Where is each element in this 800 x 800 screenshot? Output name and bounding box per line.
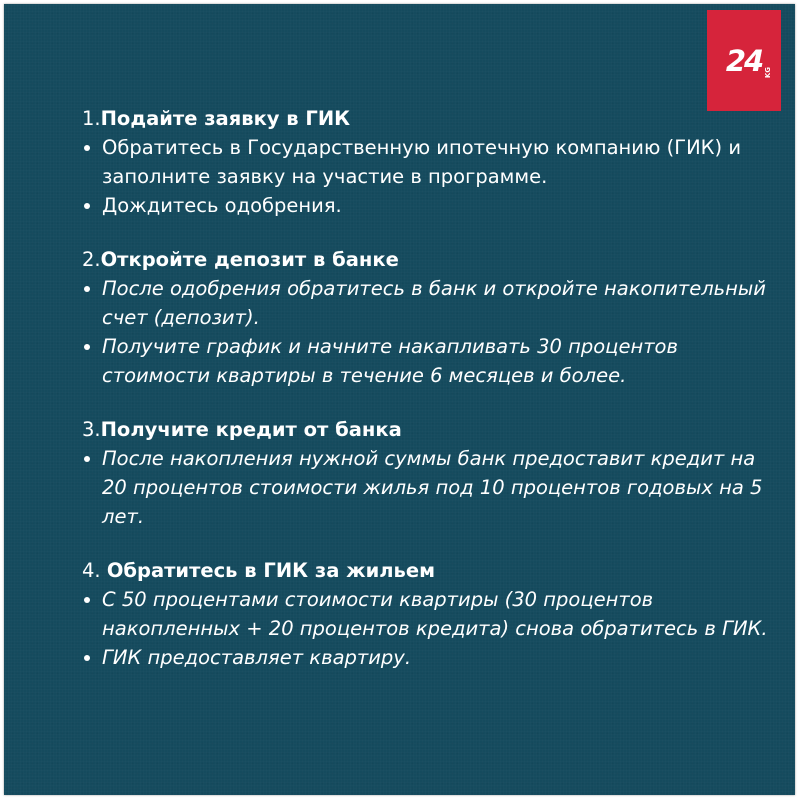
step-title: Получите кредит от банка <box>100 418 402 441</box>
step-1 <box>82 104 782 220</box>
info-card <box>4 4 795 795</box>
logo-sub-text: KG <box>764 67 772 79</box>
list-item: Получите график и начните накапливать 30 процентов стоимости квартиры в течение 6 месяцев и более. <box>82 332 782 390</box>
step-items <box>82 133 782 220</box>
steps-content <box>82 104 782 697</box>
list-item: Дождитесь одобрения. <box>82 191 782 220</box>
step-heading <box>82 104 782 133</box>
step-number: 4. <box>82 559 107 582</box>
list-item: ГИК предоставляет квартиру. <box>82 643 782 672</box>
list-item: Обратитесь в Государственную ипотечную компанию (ГИК) и заполните заявку на участие в программе. <box>82 133 782 191</box>
step-items <box>82 585 782 672</box>
step-number: 3. <box>82 418 101 441</box>
step-title: Подайте заявку в ГИК <box>100 107 351 130</box>
step-heading <box>82 556 782 585</box>
logo-text: 24 <box>725 43 763 78</box>
brand-logo <box>707 10 781 111</box>
step-title: Откройте депозит в банке <box>100 248 399 271</box>
step-items <box>82 444 782 531</box>
list-item: С 50 процентами стоимости квартиры (30 процентов накопленных + 20 процентов кредита) снова обратитесь в ГИК. <box>82 585 782 643</box>
step-heading <box>82 245 782 274</box>
step-number: 2. <box>82 248 101 271</box>
step-items <box>82 274 782 390</box>
step-heading <box>82 415 782 444</box>
step-3 <box>82 415 782 531</box>
step-number: 1. <box>82 107 101 130</box>
step-2 <box>82 245 782 390</box>
list-item: После одобрения обратитесь в банк и откройте накопительный счет (депозит). <box>82 274 782 332</box>
step-4 <box>82 556 782 672</box>
step-title: Обратитесь в ГИК за жильем <box>106 559 436 582</box>
list-item: После накопления нужной суммы банк предоставит кредит на 20 процентов стоимости жилья под 10 процентов годовых на 5 лет. <box>82 444 782 531</box>
